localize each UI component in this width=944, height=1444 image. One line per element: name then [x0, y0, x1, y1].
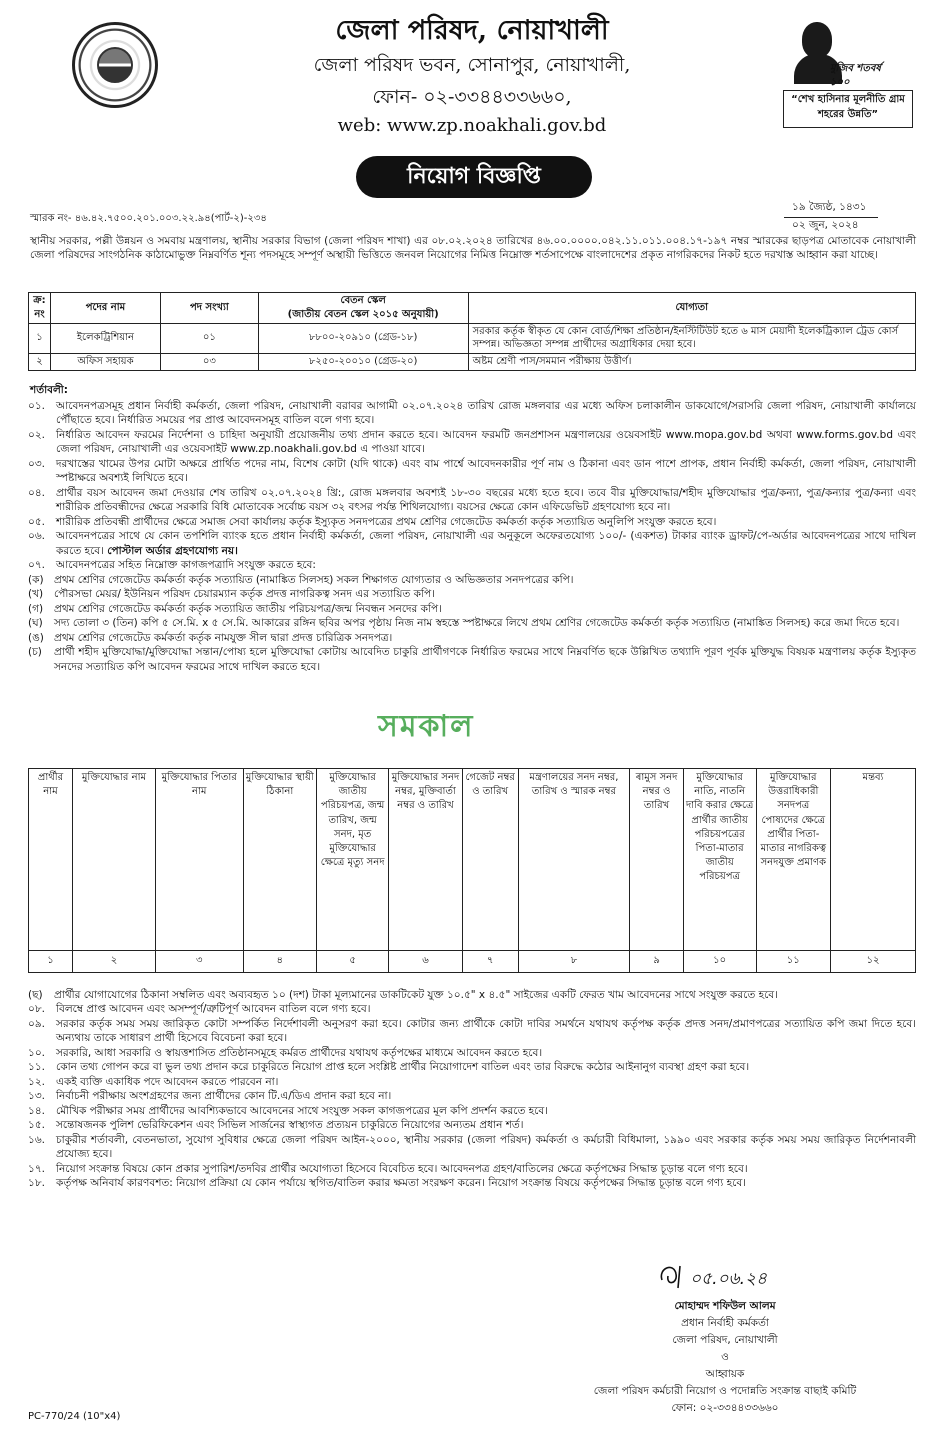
item-text: প্রথম শ্রেণির গেজেটেড কর্মকর্তা কর্তৃক নামযুক্ত সীল দ্বারা প্রদত্ত চারিত্রিক সনদপত্র।	[54, 631, 393, 644]
list-item	[28, 631, 916, 645]
item-text: পৌরসভা মেয়র/ ইউনিয়ন পরিষদ চেয়ারম্যান কর্তৃক প্রদত্ত নাগরিকত্ব সনদ এর সত্যায়িত কপি।	[54, 588, 435, 601]
item-text: মৌখিক পরীক্ষার সময় প্রার্থীদের আবশ্যিকভাবে আবেদনের সাথে সংযুক্ত সকল কাগজপত্রের মূল কপি প্রদর্শন করতে হবে।	[56, 1104, 548, 1117]
cell-serial: ২	[29, 354, 51, 371]
letterhead	[0, 0, 944, 160]
ff-number-cell: ৮	[518, 951, 630, 973]
ff-number-cell: ৭	[462, 951, 518, 973]
item-number: ০৫.	[28, 515, 45, 528]
header-qualification: যোগ্যতা	[468, 293, 915, 324]
list-item	[28, 558, 916, 572]
ff-number-row	[29, 951, 916, 973]
item-number: (ক)	[28, 573, 44, 586]
list-item	[28, 1075, 916, 1089]
ff-header-cell: মুক্তিযোদ্ধার পিতার নাম	[155, 769, 243, 951]
list-item	[28, 988, 916, 1002]
freedom-fighter-table	[28, 768, 916, 973]
list-item	[28, 602, 916, 616]
ff-number-cell: ১২	[831, 951, 916, 973]
office-phone: ফোন- ০২-৩৩৪৪৩৩৬৬০,	[372, 86, 572, 108]
header-scale-title: বেতন স্কেল	[340, 295, 386, 306]
vacancy-header-row	[29, 293, 916, 324]
print-code: PC-770/24 (10"x4)	[28, 1411, 121, 1422]
conditions-title: শর্তাবলী:	[30, 384, 69, 396]
item-text: শারীরিক প্রতিবন্ধী প্রার্থীদের ক্ষেত্রে সমাজ সেবা কার্যালয় কর্তৃক ইস্যুকৃত সনদপত্রের প্রথম শ্রেণির গেজেটেড কর্মকর্তা কর্তৃক সত্যায়িত অনুলিপি সংযুক্ত করতে হবে।	[56, 515, 717, 528]
item-text: সরকার কর্তৃক সময় সময় জারিকৃত কোটা সম্পর্কিত নির্দেশাবলী অনুসরণ করা হবে। কোটার জন্য প্রার্থীকে কোটা দাবির সমর্থনে যথাযথ কর্তৃপক্ষ কর্তৃক প্রদত্ত সনদ/প্রমাণপত্রের সত্যায়িত কপি জমা দিতে হবে। অন্যথায় তাকে সাধারণ প্রার্থী হিসেবে বিবেচনা করা হবে।	[56, 1017, 916, 1045]
mujib-centenary-logo	[792, 20, 882, 86]
list-item	[28, 1133, 916, 1162]
item-text: প্রার্থীর যোগাযোগের ঠিকানা সম্বলিত এবং অব্যবহৃত ১০ (দশ) টাকা মূল্যমানের ডাকটিকেট যুক্ত ১০.৫" x ৪.৫" সাইজের একটি ফেরত খাম আবেদনের সাথে সংযুক্ত করতে হবে।	[54, 989, 778, 1001]
item-number: ০৩.	[28, 457, 45, 470]
signatory-designation: প্রধান নির্বাহী কর্মকর্তা	[681, 1317, 769, 1329]
list-item	[28, 1089, 916, 1103]
item-number: ১৭.	[28, 1162, 45, 1175]
item-text-wrap	[56, 529, 916, 558]
item-text: নির্ধারিত আবেদন ফরমের নির্দেশনা ও চাহিদা অনুযায়ী প্রয়োজনীয় তথ্য প্রদান করতে হবে। আবেদন ফরমটি জনপ্রশাসন মন্ত্রণালয়ের ওয়েবসাইট www.mopa.gov.bd অথবা www.forms.gov.bd এবং জেলা পরিষদ, নোয়াখালী এর ওয়েবসাইট www.zp.noakhali.gov.bd এ পাওয়া যাবে।	[56, 428, 916, 456]
item-text: চাকুরীর শর্তাবলী, বেতনভাতা, সুযোগ সুবিধার ক্ষেত্রে জেলা পরিষদ আইন-২০০০, স্থানীয় সরকার (জেলা পরিষদ) কর্মকর্তা ও কর্মচারী বিধিমালা, ১৯৯০ এবং সরকার কর্তৃক সময় সময় জারিকৃত নির্দেশনাবলী প্রযোজ্য হবে।	[56, 1133, 916, 1161]
notice-heading: নিয়োগ বিজ্ঞপ্তি	[356, 156, 592, 198]
list-item	[28, 515, 916, 529]
list-item	[28, 486, 916, 515]
list-item	[28, 1162, 916, 1176]
signatory-phone: ফোন: ০২-৩৩৪৪৩৩৬৬০	[671, 1402, 779, 1414]
ff-header-cell: প্রার্থীর নাম	[29, 769, 73, 951]
item-number: ১২.	[28, 1075, 45, 1088]
item-text-bold: পোস্টাল অর্ডার গ্রহণযোগ্য নয়।	[107, 544, 238, 557]
item-number: ১০.	[28, 1046, 45, 1059]
table-row	[29, 354, 916, 371]
item-text: নিয়োগ সংক্রান্ত বিষয়ে কোন প্রকার সুপারিশ/তদবির প্রার্থীর অযোগ্যতা হিসেবে বিবেচিত হবে। আবেদনপত্র গ্রহণ/বাতিলের ক্ষেত্রে কর্তৃপক্ষের সিদ্ধান্ত চূড়ান্ত বলে গণ্য হবে।	[56, 1162, 748, 1175]
vacancy-table	[28, 292, 916, 371]
item-number: ১৮.	[28, 1177, 45, 1190]
signature-date: ০৫.০৬.২৪	[690, 1269, 768, 1289]
office-title: জেলা পরিষদ, নোয়াখালী	[335, 15, 609, 46]
list-item	[28, 1118, 916, 1132]
item-number: ১৪.	[28, 1104, 45, 1117]
conditions-list-b	[28, 988, 916, 1191]
header-post: পদের নাম	[50, 293, 160, 324]
item-text: বিলম্বে প্রাপ্ত আবেদন এবং অসম্পূর্ণ/ত্রুটিপূর্ণ আবেদন বাতিল বলে গণ্য হবে।	[56, 1003, 371, 1016]
list-item	[28, 616, 916, 630]
item-number: ০২.	[28, 428, 45, 441]
header-serial: ক্র: নং	[29, 293, 51, 324]
list-item	[28, 399, 916, 428]
list-item	[28, 587, 916, 601]
item-number: ০৭.	[28, 559, 45, 572]
item-text: প্রথম শ্রেণির গেজেটেড কর্মকর্তা কর্তৃক সত্যায়িত জাতীয় পরিচয়পত্র/জন্ম নিবন্ধন সনদের কপি।	[54, 602, 442, 615]
item-number: (চ)	[28, 646, 42, 659]
conditions-list-a	[28, 399, 916, 674]
signatory-and: ও	[721, 1351, 729, 1363]
ff-header-cell: মুক্তিযোদ্ধার স্থায়ী ঠিকানা	[243, 769, 317, 951]
item-text: আবেদনপত্রের সাথে যে কোন তপশিলি ব্যাংক হতে প্রধান নির্বাহী কর্মকর্তা, জেলা পরিষদ, নোয়াখালী এর অনুকূলে অফেরতযোগ্য ১০০/- (একশত) টাকার ব্যাংক ড্রাফট/পে-অর্ডার আবেদনপত্রের সাথে দাখিল করতে হবে।	[56, 530, 916, 557]
item-text: দরখাস্তের খামের উপর মোটা অক্ষরে প্রার্থিত পদের নাম, বিশেষ কোটা (যদি থাকে) এবং বাম পার্শ্বে আবেদনকারীর পূর্ণ নাম ও ঠিকানা এবং ডান পাশে প্রাপক, প্রধান নির্বাহী কর্মকর্তা, জেলা পরিষদ, নোয়াখালী স্পষ্টাক্ষরে অবশ্যই লিখিতে হবে।	[56, 457, 916, 485]
cell-scale: ৮৮০০-২০৯১০ (গ্রেড-১৮)	[258, 323, 468, 354]
item-text: সরকারি, আধা সরকারি ও স্বায়ত্তশাসিত প্রতিষ্ঠানসমূহে কর্মরত প্রার্থীদের যথাযথ কর্তৃপক্ষের মাধ্যমে আবেদন করতে হবে।	[56, 1046, 543, 1059]
ff-header-cell: মন্ত্রণালয়ের সনদ নম্বর, তারিখ ও স্মারক নম্বর	[518, 769, 630, 951]
signatory-role: আহ্বায়ক	[705, 1368, 745, 1380]
item-number: ১৩.	[28, 1090, 45, 1103]
item-text: সদ্য তোলা ৩ (তিন) কপি ৫ সে.মি. x ৫ সে.মি. আকারের রঙ্গিন ছবির অপর পৃষ্ঠায় নিজ নাম স্বহস্তে স্পষ্টাক্ষরে লিখে প্রথম শ্রেণির গেজেটেড কর্মকর্তা কর্তৃক সত্যায়িত (নামাঙ্কিত সিলসহ) করে জমা দিতে হবে।	[54, 617, 900, 630]
item-text: প্রার্থীর বয়স আবেদন জমা দেওয়ার শেষ তারিখ ০২.০৭.২০২৪ খ্রি:, রোজ মঙ্গলবার অবশ্যই ১৮-৩০ বছরের মধ্যে হতে হবে। তবে বীর মুক্তিযোদ্ধার/শহীদ মুক্তিযোদ্ধার পুত্র/কন্যা, পুত্র/কন্যার পুত্র/কন্যা এবং শারীরিক প্রতিবন্ধীদের ক্ষেত্রে সরকারি বিধি মোতাবেক সর্বোচ্চ বয়স ৩২ বৎসর পর্যন্ত শিথিলযোগ্য। বয়সের ক্ষেত্রে কোন এফিডেভিট গ্রহণযোগ্য হবে না।	[56, 486, 916, 514]
item-number: ০৬.	[28, 530, 45, 543]
table-row	[29, 323, 916, 354]
item-text: প্রথম শ্রেণির গেজেটেড কর্মকর্তা কর্তৃক সত্যায়িত (নামাঙ্কিত সিলসহ) সকল শিক্ষাগত যোগ্যতার ও অভিজ্ঞতার সনদপত্রের কপি।	[54, 573, 574, 586]
office-website: web: www.zp.noakhali.gov.bd	[337, 115, 607, 136]
ff-header-cell: মন্তব্য	[831, 769, 916, 951]
header-count: পদ সংখ্যা	[160, 293, 258, 324]
intro-paragraph: স্থানীয় সরকার, পল্লী উন্নয়ন ও সমবায় মন্ত্রণালয়, স্থানীয় সরকার বিভাগ (জেলা পরিষদ শাখা) এর ০৮.০২.২০২৪ তারিখের ৪৬.০০.০০০০.০৪২.১১.০১১.০০৪.১৭-১৯৭ নম্বর স্মারকের ছাড়পত্র মোতাবেক নোয়াখালী জেলা পরিষদের সাংগঠনিক কাঠামোভুক্ত নিম্নবর্ণিত শূন্য পদসমূহে সম্পূর্ণ অস্থায়ী ভিত্তিতে জনবল নিয়োগের নিমিত্ত নিম্নোক্ত শর্তসাপেক্ষে বাংলাদেশের প্রকৃত নাগরিকদের নিকট হতে দরখাস্ত আহ্বান করা যাচ্ছে।	[30, 235, 916, 262]
cell-qualification: সরকার কর্তৃক স্বীকৃত যে কোন বোর্ড/শিক্ষা প্রতিষ্ঠান/ইনস্টিটিউট হতে ৬ মাস মেয়াদী ইলেকট্রিক্যাল ট্রেড কোর্স সম্পন্ন। অভিজ্ঞতা সম্পন্ন প্রার্থীদের অগ্রাধিকার দেয়া হবে।	[468, 323, 915, 354]
ff-header-cell: মুক্তিযোদ্ধার নাতি, নাতনি দাবি করার ক্ষেত্রে প্রার্থীর জাতীয় পরিচয়পত্রের পিতা-মাতার জাতীয় পরিচয়পত্র	[683, 769, 756, 951]
item-text: সন্তোষজনক পুলিশ ভেরিফিকেশন এবং সিভিল সার্জনের স্বাস্থ্যগত প্রত্যয়ন চাকুরিতে নিয়োগের অন্যতম প্রধান শর্ত।	[56, 1119, 524, 1132]
item-number: (খ)	[28, 588, 44, 601]
ff-header-cell: মুক্তিযোদ্ধার জাতীয় পরিচয়পত্র, জন্ম তারিখ, জন্ম সনদ, মৃত মুক্তিযোদ্ধার ক্ষেত্রে মৃত্যু সনদ	[317, 769, 389, 951]
ff-header-row	[29, 769, 916, 951]
list-item	[28, 428, 916, 457]
ff-number-cell: ৯	[630, 951, 683, 973]
date-bangla: ১৯ জ্যৈষ্ঠ, ১৪৩১	[792, 201, 867, 213]
list-item	[28, 457, 916, 486]
item-number: ১১.	[28, 1061, 45, 1074]
newspaper-watermark: সমকাল	[378, 709, 475, 744]
cell-count: ০৩	[160, 354, 258, 371]
item-number: (ঙ)	[28, 631, 44, 644]
ff-number-cell: ১১	[756, 951, 830, 973]
item-number: (ঘ)	[28, 617, 43, 630]
cell-post: ইলেকট্রিশিয়ান	[50, 323, 160, 354]
item-text: কোন তথ্য গোপন করে বা ভুল তথ্য প্রদান করে চাকুরিতে নিয়োগ প্রাপ্ত হলে সংশ্লিষ্ট প্রার্থীর নিয়োগাদেশ বাতিল এবং তার বিরুদ্ধে কঠোর আইনানুগ ব্যবস্থা গ্রহণ করা হবে।	[56, 1061, 750, 1074]
item-number: ১৫.	[28, 1119, 45, 1132]
item-text: আবেদনপত্রের সহিত নিম্নোক্ত কাগজপত্রাদি সংযুক্ত করতে হবে:	[56, 559, 316, 572]
list-item	[28, 1002, 916, 1016]
cell-serial: ১	[29, 323, 51, 354]
list-item	[28, 529, 916, 558]
cell-count: ০১	[160, 323, 258, 354]
item-number: ০১.	[28, 400, 45, 412]
item-text: প্রার্থী শহীদ মুক্তিযোদ্ধা/মুক্তিযোদ্ধা সন্তান/পোষ্য হলে মুক্তিযোদ্ধা কোটায় আবেদিত চাকুরি প্রার্থীগণকে নির্ধারিত ফরমের সাথে নিম্নবর্ণিত ছকে উল্লিখিত তথ্যাদি পূরণ পূর্বক মুক্তিযুদ্ধ বিষয়ক মন্ত্রণালয় কর্তৃক ইস্যুকৃত সনদের সত্যায়িত কপি আবেদন ফরমের সাথে দাখিল করতে হবে।	[54, 646, 916, 673]
signature-block	[560, 1298, 890, 1417]
list-item	[28, 1176, 916, 1190]
list-item	[28, 1017, 916, 1046]
item-text: একই ব্যক্তি একাধিক পদে আবেদন করতে পারবেন না।	[56, 1075, 279, 1088]
cell-post: অফিস সহায়ক	[50, 354, 160, 371]
signatory-office: জেলা পরিষদ, নোয়াখালী	[672, 1334, 778, 1346]
list-item	[28, 1060, 916, 1074]
date-english: ০২ জুন, ২০২৪	[792, 219, 859, 231]
signatory-committee: জেলা পরিষদ কর্মচারী নিয়োগ ও পদোন্নতি সংক্রান্ত বাছাই কমিটি	[593, 1385, 857, 1397]
item-number: ১৬.	[28, 1133, 45, 1146]
ff-header-cell: ৰামুস সনদ নম্বর ও তারিখ	[630, 769, 683, 951]
header-scale	[258, 293, 468, 324]
item-text: কর্তৃপক্ষ অনিবার্য কারণবশত: নিয়োগ প্রক্রিয়া যে কোন পর্যায়ে স্থগিত/বাতিল করার ক্ষমতা সংরক্ষণ করেন। নিয়োগ সংক্রান্ত বিষয়ে কর্তৃপক্ষের সিদ্ধান্ত চূড়ান্ত বলে গণ্য হবে।	[56, 1177, 746, 1190]
ff-header-cell: মুক্তিযোদ্ধার নাম	[73, 769, 156, 951]
ff-header-cell: মুক্তিযোদ্ধার সনদ নম্বর, মুক্তিবার্তা নম্বর ও তারিখ	[389, 769, 463, 951]
ff-number-cell: ৫	[317, 951, 389, 973]
handwritten-signature	[656, 1258, 806, 1294]
memo-number: স্মারক নং- ৪৬.৪২.৭৫০০.২০১.০০৩.২২.৯৪(পার্ট-২)-২৩৪	[30, 213, 267, 224]
motto-box: “শেখ হাসিনার মূলনীতি গ্রাম শহরের উন্নতি”	[783, 90, 913, 128]
item-number: (গ)	[28, 602, 44, 615]
list-item	[28, 645, 916, 674]
item-text: আবেদনপত্রসমূহ প্রধান নির্বাহী কর্মকর্তা, জেলা পরিষদ, নোয়াখালী বরাবর আগামী ০২.০৭.২০২৪ তারিখ রোজ মঙ্গলবার এর মধ্যে অফিস চলাকালীন ডাকযোগে/সরাসরি জেলা পরিষদ, নোয়াখালী কার্যালয়ে পৌঁছাতে হবে। নির্ধারিত সময়ের পর প্রাপ্ত আবেদনসমূহ বাতিল বলে গণ্য হবে।	[56, 400, 916, 427]
item-number: ০৮.	[28, 1003, 45, 1016]
signatory-name: মোহাম্মদ শফিউল আলম	[674, 1300, 776, 1312]
ff-number-cell: ৩	[155, 951, 243, 973]
ff-header-cell: মুক্তিযোদ্ধার উত্তরাধিকারী সনদপত্র পোষ্যদের ক্ষেত্রে প্রার্থীর পিতা-মাতার নাগরিকত্ব সনদযুক্ত প্রমাণক	[756, 769, 830, 951]
cell-scale: ৮২৫০-২০০১০ (গ্রেড-২০)	[258, 354, 468, 371]
cell-qualification: অষ্টম শ্রেণী পাস/সমমান পরীক্ষায় উত্তীর্ণ।	[468, 354, 915, 371]
header-scale-sub: (জাতীয় বেতন স্কেল ২০১৫ অনুযায়ী)	[287, 308, 439, 320]
ff-number-cell: ২	[73, 951, 156, 973]
ff-number-cell: ১	[29, 951, 73, 973]
ff-number-cell: ৬	[389, 951, 463, 973]
list-item	[28, 573, 916, 587]
item-number: ০৯.	[28, 1017, 45, 1030]
item-number: (ছ)	[28, 989, 43, 1001]
ff-number-cell: ৪	[243, 951, 317, 973]
item-text: নির্বাচনী পরীক্ষায় অংশগ্রহণের জন্য প্রার্থীদের কোন টি.এ/ডিএ প্রদান করা হবে না।	[56, 1090, 392, 1103]
item-number: ০৪.	[28, 486, 45, 499]
ff-header-cell: গেজেট নম্বর ও তারিখ	[462, 769, 518, 951]
ff-number-cell: ১০	[683, 951, 756, 973]
list-item	[28, 1104, 916, 1118]
list-item	[28, 1046, 916, 1060]
mujib-logo-text: মুজিব শতবর্ষ ১০০	[830, 63, 881, 88]
portrait-head-icon	[802, 22, 832, 58]
office-address: জেলা পরিষদ ভবন, সোনাপুর, নোয়াখালী,	[313, 54, 631, 76]
